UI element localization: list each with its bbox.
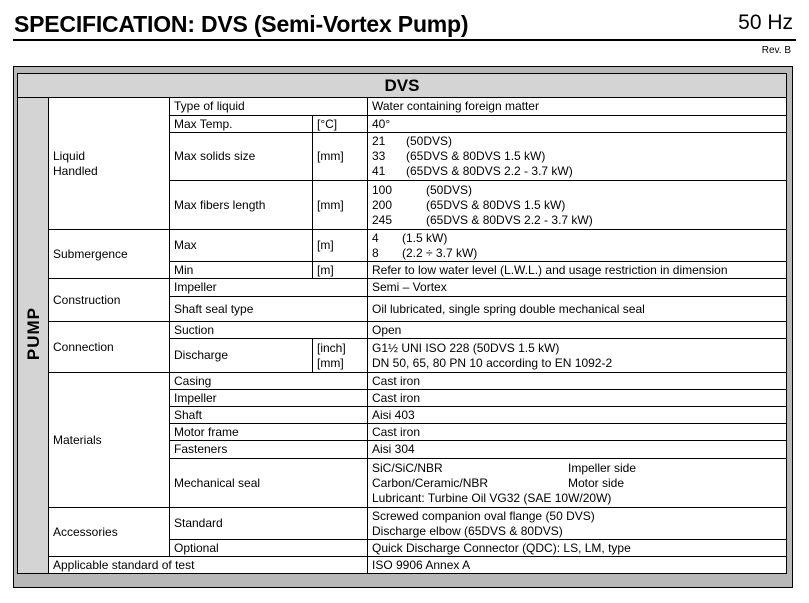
row-unit: [inch] [mm]	[313, 339, 368, 373]
row-label: Casing	[170, 373, 368, 390]
page-title: SPECIFICATION: DVS (Semi-Vortex Pump)	[14, 11, 469, 37]
row-label: Mechanical seal	[170, 459, 368, 508]
row-value: 4 (1.5 kW) 8 (2.2 ÷ 3.7 kW)	[368, 230, 787, 262]
row-value: Water containing foreign matter	[368, 98, 787, 116]
table-row	[18, 373, 787, 390]
row-value: 21 (50DVS) 33 (65DVS & 80DVS 1.5 kW) 41 (65DVS & 80DVS 2.2 - 3.7 kW)	[368, 133, 787, 181]
row-label: Discharge	[170, 339, 313, 373]
spec-table	[17, 73, 787, 574]
row-label: Standard	[170, 508, 368, 540]
row-label: Max Temp.	[170, 116, 313, 133]
row-value: 100 (50DVS) 200 (65DVS & 80DVS 1.5 kW) 245 (65DVS & 80DVS 2.2 - 3.7 kW)	[368, 181, 787, 230]
row-unit: [m]	[313, 262, 368, 279]
row-value: 40°	[368, 116, 787, 133]
row-label: Fasteners	[170, 441, 368, 459]
row-value: Aisi 304	[368, 441, 787, 459]
row-label: Shaft	[170, 407, 368, 424]
row-label: Min	[170, 262, 313, 279]
table-row	[18, 279, 787, 297]
row-unit: [mm]	[313, 181, 368, 230]
row-label: Applicable standard of test	[49, 557, 368, 574]
row-value: Quick Discharge Connector (QDC): LS, LM, type	[368, 540, 787, 557]
row-value: Refer to low water level (L.W.L.) and usage restriction in dimension	[368, 262, 787, 279]
table-row	[18, 98, 787, 116]
table-row	[18, 508, 787, 540]
row-label: Max	[170, 230, 313, 262]
row-unit: [mm]	[313, 133, 368, 181]
row-value: G1½ UNI ISO 228 (50DVS 1.5 kW) DN 50, 65, 80 PN 10 according to EN 1092-2	[368, 339, 787, 373]
table-row	[18, 557, 787, 574]
row-label: Max solids size	[170, 133, 313, 181]
row-value: Cast iron	[368, 373, 787, 390]
row-label: Impeller	[170, 390, 368, 407]
row-label: Optional	[170, 540, 368, 557]
row-label: Suction	[170, 322, 368, 339]
row-label: Max fibers length	[170, 181, 313, 230]
row-value: ISO 9906 Annex A	[368, 557, 787, 574]
group-construction: Construction	[49, 279, 170, 322]
group-submergence: Submergence	[49, 230, 170, 279]
row-unit: [°C]	[313, 116, 368, 133]
group-accessories: Accessories	[49, 508, 170, 557]
group-materials: Materials	[49, 373, 170, 508]
row-value: Screwed companion oval flange (50 DVS) Discharge elbow (65DVS & 80DVS)	[368, 508, 787, 540]
pump-side-label: PUMP	[18, 98, 49, 574]
frequency-label: 50 Hz	[738, 11, 793, 34]
revision-label: Rev. B	[761, 45, 791, 56]
table-row	[18, 230, 787, 262]
row-value: Semi – Vortex	[368, 279, 787, 297]
row-label: Impeller	[170, 279, 368, 297]
header-rule	[13, 39, 796, 41]
group-liquid-handled: Liquid Handled	[49, 98, 170, 230]
model-header-row	[18, 74, 787, 98]
model-header: DVS	[18, 74, 787, 98]
row-unit: [m]	[313, 230, 368, 262]
row-value: Aisi 403	[368, 407, 787, 424]
row-label: Shaft seal type	[170, 297, 368, 322]
row-label: Motor frame	[170, 424, 368, 441]
row-value: SiC/SiC/NBR Impeller side Carbon/Ceramic/NBR Motor side Lubricant: Turbine Oil VG32 (SAE 10W/20W)	[368, 459, 787, 508]
row-value: Oil lubricated, single spring double mechanical seal	[368, 297, 787, 322]
row-value: Open	[368, 322, 787, 339]
group-connection: Connection	[49, 322, 170, 373]
row-value: Cast iron	[368, 424, 787, 441]
row-label: Type of liquid	[170, 98, 368, 116]
row-value: Cast iron	[368, 390, 787, 407]
table-row	[18, 322, 787, 339]
